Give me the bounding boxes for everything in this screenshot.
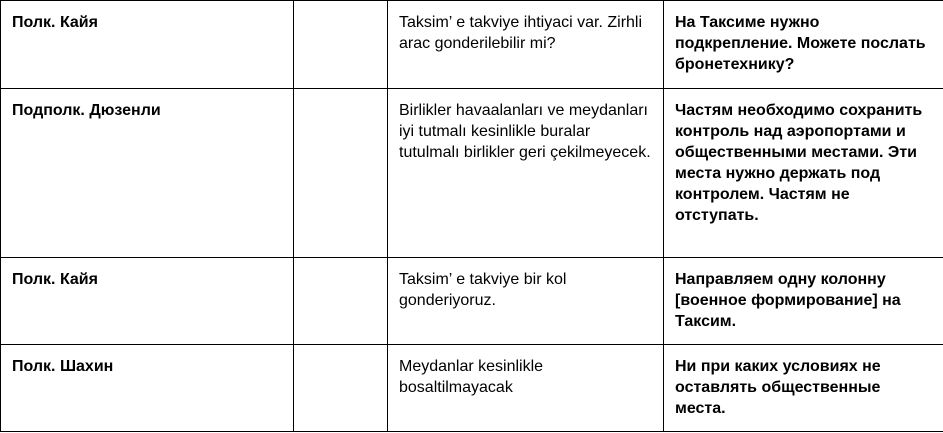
table-row (1, 89, 943, 258)
empty-cell (294, 258, 388, 345)
empty-cell (294, 345, 388, 432)
empty-cell (294, 1, 388, 89)
turkish-text-cell: Birlikler havaalanları ve meydanları iyi tutmalı kesinlikle buralar tutulmalı birlikler geri çekilmeyecek. (388, 89, 664, 258)
speaker-cell: Полк. Кайя (1, 1, 294, 89)
speaker-cell: Подполк. Дюзенли (1, 89, 294, 258)
russian-translation-cell: Направляем одну колонну [военное формирование] на Таксим. (664, 258, 943, 345)
turkish-text-cell: Taksim’ e takviye ihtiyaci var. Zirhli arac gonderilebilir mi? (388, 1, 664, 89)
table-row (1, 258, 943, 345)
turkish-text-cell: Taksim’ e takviye bir kol gonderiyoruz. (388, 258, 664, 345)
russian-translation-cell: На Таксиме нужно подкрепление. Можете послать бронетехнику? (664, 1, 943, 89)
table-row (1, 345, 943, 432)
table-row (1, 1, 943, 89)
russian-translation-cell: Ни при каких условиях не оставлять общественные места. (664, 345, 943, 432)
russian-translation-cell: Частям необходимо сохранить контроль над аэропортами и общественными местами. Эти места нужно держать под контролем. Частям не отступать. (664, 89, 943, 258)
turkish-text-cell: Meydanlar kesinlikle bosaltilmayacak (388, 345, 664, 432)
speaker-cell: Полк. Кайя (1, 258, 294, 345)
speaker-cell: Полк. Шахин (1, 345, 294, 432)
empty-cell (294, 89, 388, 258)
